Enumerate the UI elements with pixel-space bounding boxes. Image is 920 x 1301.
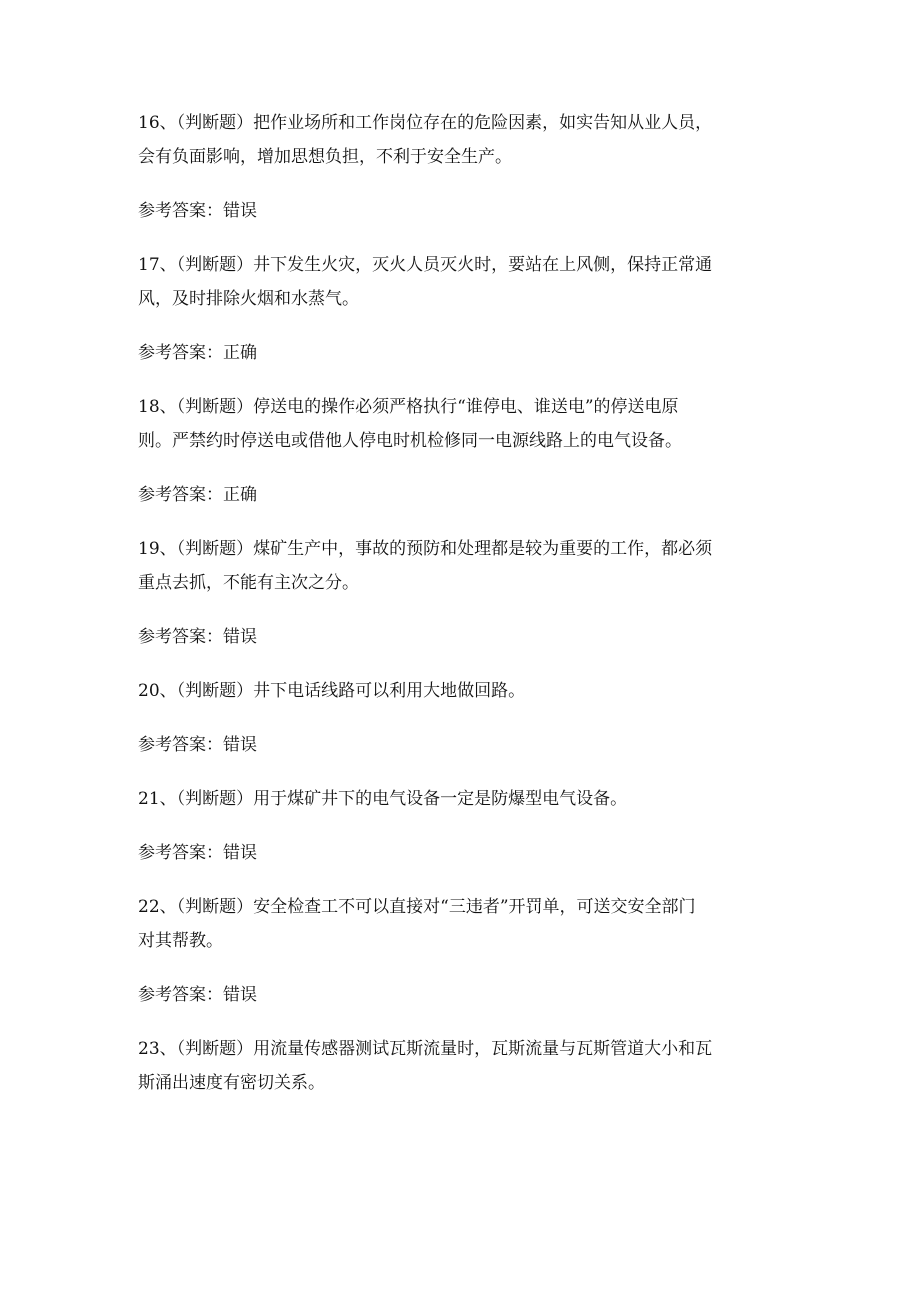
question-21	[138, 782, 778, 816]
question-text-line: 则。严禁约时停送电或借他人停电时机检修同一电源线路上的电气设备。	[138, 431, 682, 451]
question-text-line: 斯涌出速度有密切关系。	[138, 1073, 325, 1093]
question-text-line: 会有负面影响，增加思想负担，不利于安全生产。	[138, 147, 512, 167]
question-list	[138, 106, 778, 1120]
answer-18: 参考答案：正确	[138, 485, 257, 505]
question-18	[138, 390, 778, 458]
question-22	[138, 890, 778, 958]
question-text-line: 风，及时排除火烟和水蒸气。	[138, 289, 359, 309]
question-text-line: 20、（判断题）井下电话线路可以利用大地做回路。	[138, 681, 526, 701]
question-text-line: 22、（判断题）安全检查工不可以直接对“三违者”开罚单，可送交安全部门	[138, 897, 696, 917]
question-text-line: 对其帮教。	[138, 931, 223, 951]
question-text-line: 18、（判断题）停送电的操作必须严格执行“谁停电、谁送电”的停送电原	[138, 397, 679, 417]
answer-16: 参考答案：错误	[138, 201, 257, 221]
question-text-line: 21、（判断题）用于煤矿井下的电气设备一定是防爆型电气设备。	[138, 789, 628, 809]
answer-20: 参考答案：错误	[138, 735, 257, 755]
answer-17: 参考答案：正确	[138, 343, 257, 363]
question-text-line: 19、（判断题）煤矿生产中，事故的预防和处理都是较为重要的工作，都必须	[138, 539, 713, 559]
question-text-line: 重点去抓，不能有主次之分。	[138, 573, 359, 593]
answer-21: 参考答案：错误	[138, 843, 257, 863]
answer-19: 参考答案：错误	[138, 627, 257, 647]
question-17	[138, 248, 778, 316]
question-text-line: 23、（判断题）用流量传感器测试瓦斯流量时，瓦斯流量与瓦斯管道大小和瓦	[138, 1039, 713, 1059]
question-text-line: 17、（判断题）井下发生火灾，灭火人员灭火时，要站在上风侧，保持正常通	[138, 255, 713, 275]
answer-22: 参考答案：错误	[138, 985, 257, 1005]
question-text-line: 16、（判断题）把作业场所和工作岗位存在的危险因素，如实告知从业人员，	[138, 113, 713, 133]
question-23	[138, 1032, 778, 1100]
question-20	[138, 674, 778, 708]
question-19	[138, 532, 778, 600]
question-16	[138, 106, 778, 174]
